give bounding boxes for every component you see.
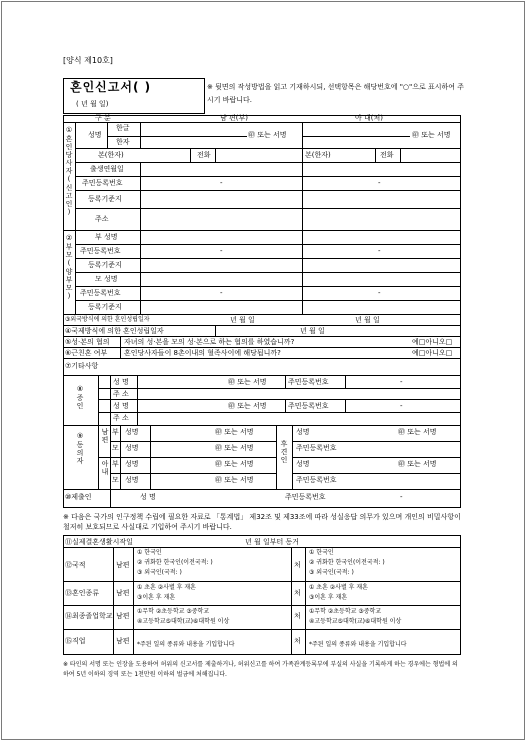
sec9-bride-side: 아내 bbox=[101, 460, 109, 476]
edu-opt-2[interactable]: ④고등학교⑤대학(교)⑥대학원 이상 bbox=[137, 618, 230, 625]
title-date: ( 년 월 일) bbox=[76, 100, 109, 108]
row10-label: ⑩제출인 bbox=[65, 493, 92, 501]
sec1-bride-sign: ㊞ 또는 서명 bbox=[412, 131, 451, 139]
sec9-gs1: ㊞ 또는 서명 bbox=[398, 428, 437, 436]
sec2-mother: 모 성명 bbox=[95, 275, 118, 283]
col-bride: 아 내(처) bbox=[355, 114, 383, 122]
job-text-b: *주된 일의 종류와 내용을 기입합니다 bbox=[309, 641, 407, 648]
nat-opt-3[interactable]: ③ 외국인(국적: ) bbox=[137, 569, 182, 576]
sec9-label: ⑨동의자 bbox=[76, 432, 84, 465]
sec9-s1: ㊞ 또는 서명 bbox=[215, 428, 254, 436]
sec9-f2: 부 bbox=[112, 460, 119, 468]
main-table bbox=[63, 115, 461, 508]
sec9-m1: 모 bbox=[112, 444, 119, 452]
sec2-rrn1: 주민등록번호 bbox=[80, 247, 121, 255]
row6-label: ⑥근친혼 여부 bbox=[65, 349, 108, 357]
stat-r2-label: ⑫국적 bbox=[65, 561, 86, 569]
nat-opt-1b[interactable]: ① 한국인 bbox=[309, 549, 334, 556]
sec9-s4: ㊞ 또는 서명 bbox=[215, 476, 254, 484]
edu-opt-1[interactable]: ①무학 ②초등학교 ③중학교 bbox=[137, 608, 210, 615]
job-text: *주된 일의 종류와 내용을 기입합니다 bbox=[137, 641, 235, 648]
sec8-rrn1: 주민등록번호 bbox=[288, 378, 329, 386]
stat-r1-label: ⑪실제결혼생활시작일 bbox=[65, 538, 133, 546]
stat-r5-bride: 처 bbox=[294, 637, 301, 645]
sec9-f1: 부 bbox=[112, 428, 119, 436]
stat-r2-bride: 처 bbox=[294, 561, 301, 569]
sec8-name1: 성 명 bbox=[113, 378, 129, 386]
sec1-groom-sign: ㊞ 또는 서명 bbox=[248, 131, 287, 139]
row10-rrn: 주민등록번호 bbox=[285, 493, 326, 501]
sec9-n4: 성명 bbox=[125, 476, 139, 484]
sec1-name: 성명 bbox=[88, 131, 102, 139]
stat-r3-groom: 남편 bbox=[116, 589, 130, 597]
row4-label: ④국제방식에 의한 혼인성립일자 bbox=[65, 327, 164, 335]
sec2-rrn2: 주민등록번호 bbox=[80, 289, 121, 297]
form-number: [양식 제10호] bbox=[63, 56, 113, 65]
sec2-registry2: 등록기준지 bbox=[88, 303, 122, 311]
nat-opt-2[interactable]: ② 귀화한 한국인(이전국적: ) bbox=[137, 559, 213, 566]
stat-r4-label: ⑭최종졸업학교 bbox=[65, 612, 113, 620]
sec1-hanja: 한자 bbox=[116, 138, 130, 146]
row5-yesno[interactable]: 예□아니오□ bbox=[412, 338, 453, 346]
edu-opt-1b[interactable]: ①무학 ②초등학교 ③중학교 bbox=[309, 608, 382, 615]
sec9-gs2: ㊞ 또는 서명 bbox=[398, 460, 437, 468]
sec2-dash1: - bbox=[220, 247, 223, 255]
stat-r4-bride: 처 bbox=[294, 612, 301, 620]
footer-note: ※ 타인의 서명 또는 인장을 도용하여 허위의 신고서를 제출하거나, 허위신고를 하여 가족관계등록부에 부실의 사실을 기록하게 하는 경우에는 형법에 의하여 5년 이하의 징역 또는 1천만원 이하의 벌금에 처해집니다. bbox=[63, 661, 458, 678]
sec9-gn1: 성명 bbox=[296, 428, 310, 436]
sec8-addr1: 주 소 bbox=[113, 390, 129, 398]
row7-label: ⑦기타사항 bbox=[65, 362, 99, 370]
stat-note: ※ 다음은 국가의 인구정책 수립에 필요한 자료로 「통계법」 제32조 및 제33조에 따라 성실응답 의무가 있으며 개인의 비밀사항이 철저히 보호되므로 사실대로 기입하여 주시기 바랍니다. bbox=[63, 513, 461, 531]
sec9-n2: 성명 bbox=[125, 444, 139, 452]
sec9-m2: 모 bbox=[112, 476, 119, 484]
sec2-father-groom: 부 성명 bbox=[95, 233, 118, 241]
marr-opt-1[interactable]: ① 초혼 ②사별 후 재혼 bbox=[137, 584, 196, 591]
sec1-label: ①혼인당사자(신고인) bbox=[65, 126, 73, 217]
sec9-s2: ㊞ 또는 서명 bbox=[215, 444, 254, 452]
marr-opt-2b[interactable]: ③이혼 후 재혼 bbox=[309, 594, 348, 601]
nat-opt-2b[interactable]: ② 귀화한 한국인(이전국적: ) bbox=[309, 559, 385, 566]
sec8-label: ⑧증인 bbox=[76, 385, 84, 410]
sec2-dash1b: - bbox=[378, 247, 381, 255]
sec2-label: ②부모(양부모) bbox=[65, 234, 73, 301]
sec1-registry: 등록기준지 bbox=[88, 195, 122, 203]
stat-r5-label: ⑮직업 bbox=[65, 637, 86, 645]
sec9-guardian: 후견인 bbox=[280, 440, 288, 464]
sec9-groom-side: 남편 bbox=[101, 428, 109, 444]
sec8-dash2: - bbox=[400, 402, 403, 410]
marr-opt-1b[interactable]: ① 초혼 ②사별 후 재혼 bbox=[309, 584, 368, 591]
sec1-address: 주소 bbox=[95, 215, 109, 223]
sec8-rrn2: 주민등록번호 bbox=[288, 402, 329, 410]
sec1-bon-groom: 본(한자) bbox=[98, 151, 124, 159]
col-gubun: 구 분 bbox=[95, 114, 111, 122]
form-title: 혼인신고서( ) bbox=[70, 80, 152, 94]
row3-date-bride: 년 월 일 bbox=[355, 316, 380, 324]
row6-question: 혼인당사자들이 8촌이내의 혈족사이에 해당됩니까? bbox=[124, 349, 281, 357]
row3-label: ③외국방식에 의한 혼인성립일자 bbox=[65, 316, 150, 323]
marr-opt-2[interactable]: ③이혼 후 재혼 bbox=[137, 594, 176, 601]
sec1-rrn-dash-bride: - bbox=[378, 179, 381, 187]
stat-r3-label: ⑬혼인종류 bbox=[65, 589, 100, 597]
sec8-sign2: ㊞ 또는 서명 bbox=[228, 402, 267, 410]
sec1-hangul: 한글 bbox=[116, 124, 130, 132]
row6-yesno[interactable]: 예□아니오□ bbox=[412, 349, 453, 357]
sec9-grrn1: 주민등록번호 bbox=[296, 444, 337, 452]
sec9-grrn2: 주민등록번호 bbox=[296, 476, 337, 484]
nat-opt-3b[interactable]: ③ 외국인(국적: ) bbox=[309, 569, 354, 576]
stat-r5-groom: 남편 bbox=[116, 637, 130, 645]
stat-r3-bride: 처 bbox=[294, 589, 301, 597]
sec2-dash2b: - bbox=[378, 289, 381, 297]
sec9-s3: ㊞ 또는 서명 bbox=[215, 460, 254, 468]
stat-r1-date: 년 월 일부터 동거 bbox=[245, 538, 300, 546]
sec8-sign1: ㊞ 또는 서명 bbox=[228, 378, 267, 386]
sec1-rrn-dash-groom: - bbox=[220, 179, 223, 187]
stat-r2-groom: 남편 bbox=[116, 561, 130, 569]
sec8-dash1: - bbox=[400, 378, 403, 386]
sec1-rrn: 주민등록번호 bbox=[82, 179, 123, 187]
row5-question: 자녀의 성·본을 모의 성·본으로 하는 협의를 하였습니까? bbox=[124, 338, 295, 346]
row3-date-groom: 년 월 일 bbox=[230, 316, 255, 324]
sec1-bon-bride: 본(한자) bbox=[305, 151, 331, 159]
sec1-phone-bride: 전화 bbox=[380, 151, 394, 159]
sec1-birth: 출생연월일 bbox=[90, 165, 124, 173]
row10-dash: - bbox=[400, 493, 403, 501]
sec8-name2: 성 명 bbox=[113, 402, 129, 410]
sec1-phone-groom: 전화 bbox=[197, 151, 211, 159]
col-groom: 남 편(부) bbox=[220, 114, 248, 122]
header-note: ※ 뒷면의 작성방법을 읽고 기재하시되, 선택항목은 해당번호에 "○"으로 표시하여 주시기 바랍니다. bbox=[207, 83, 465, 104]
row5-label: ⑤성·본의 협의 bbox=[65, 338, 110, 346]
row4-date: 년 월 일 bbox=[300, 327, 325, 335]
sec2-registry1: 등록기준지 bbox=[88, 261, 122, 269]
sec9-n3: 성명 bbox=[125, 460, 139, 468]
sec9-gn2: 성명 bbox=[296, 460, 310, 468]
sec8-addr2: 주 소 bbox=[113, 414, 129, 422]
row10-name: 성 명 bbox=[140, 493, 156, 501]
edu-opt-2b[interactable]: ④고등학교⑤대학(교)⑥대학원 이상 bbox=[309, 618, 402, 625]
stat-r4-groom: 남편 bbox=[116, 612, 130, 620]
sec2-dash2: - bbox=[220, 289, 223, 297]
nat-opt-1[interactable]: ① 한국인 bbox=[137, 549, 162, 556]
sec9-n1: 성명 bbox=[125, 428, 139, 436]
